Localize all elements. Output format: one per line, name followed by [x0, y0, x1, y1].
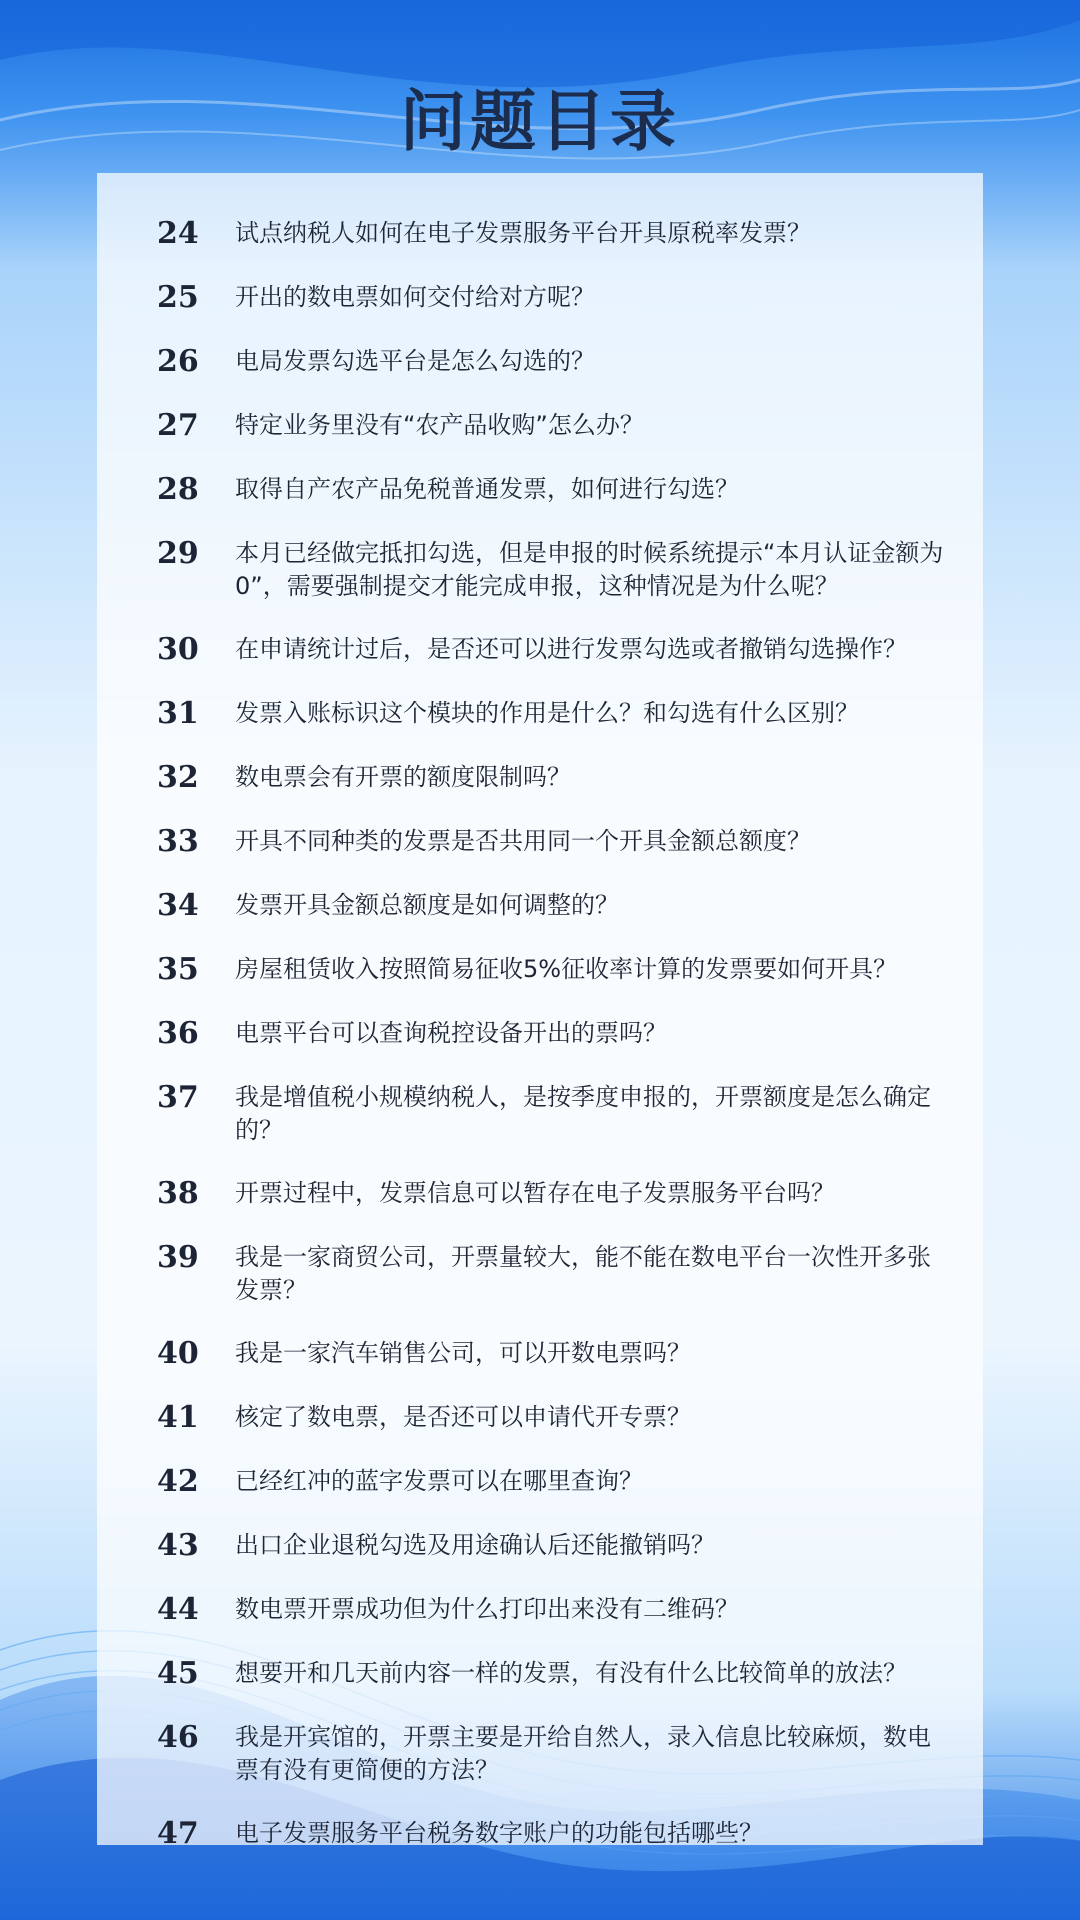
item-text: 电局发票勾选平台是怎么勾选的？: [235, 347, 595, 375]
item-text: 我是一家商贸公司，开票量较大，能不能在数电平台一次性开多张发票？: [235, 1243, 931, 1304]
list-item: [97, 1337, 983, 1371]
list-item: [97, 345, 983, 379]
item-number: 30: [157, 632, 199, 667]
list-item: [97, 1593, 983, 1627]
page-title: 问题目录: [400, 82, 680, 160]
list-item: [97, 1081, 983, 1147]
item-number: 42: [157, 1464, 199, 1499]
item-number: 27: [157, 408, 199, 443]
list-item: [97, 1721, 983, 1787]
item-text: 电票平台可以查询税控设备开出的票吗？: [235, 1019, 667, 1047]
item-number: 38: [157, 1176, 199, 1211]
item-number: 24: [157, 216, 199, 251]
question-list-panel: [97, 173, 983, 1851]
item-text: 开出的数电票如何交付给对方呢？: [235, 283, 595, 311]
item-text: 试点纳税人如何在电子发票服务平台开具原税率发票？: [235, 219, 811, 247]
list-item: [97, 1657, 983, 1691]
list-item: [97, 1529, 983, 1563]
list-item: [97, 633, 983, 667]
item-text: 特定业务里没有“农产品收购”怎么办？: [235, 411, 644, 439]
item-number: 39: [157, 1240, 199, 1275]
item-number: 33: [157, 824, 199, 859]
list-item: [97, 1817, 983, 1851]
item-text: 发票开具金额总额度是如何调整的？: [235, 891, 619, 919]
item-text: 我是增值税小规模纳税人，是按季度申报的，开票额度是怎么确定的？: [235, 1083, 931, 1144]
item-number: 26: [157, 344, 199, 379]
item-number: 43: [157, 1528, 199, 1563]
question-list: [97, 217, 983, 1881]
item-text: 我是开宾馆的，开票主要是开给自然人，录入信息比较麻烦，数电票有没有更简便的方法？: [235, 1723, 931, 1784]
item-text: 我是一家汽车销售公司，可以开数电票吗？: [235, 1339, 691, 1367]
item-number: 45: [157, 1656, 199, 1691]
list-item: [97, 473, 983, 507]
item-text: 数电票开票成功但为什么打印出来没有二维码？: [235, 1595, 739, 1623]
item-text: 在申请统计过后，是否还可以进行发票勾选或者撤销勾选操作？: [235, 635, 907, 663]
item-number: 41: [157, 1400, 199, 1435]
item-text: 房屋租赁收入按照简易征收5%征收率计算的发票要如何开具？: [235, 955, 898, 983]
list-item: [97, 1017, 983, 1051]
item-number: 46: [157, 1720, 199, 1755]
item-text: 发票入账标识这个模块的作用是什么？和勾选有什么区别？: [235, 699, 859, 727]
item-number: 28: [157, 472, 199, 507]
list-item: [97, 953, 983, 987]
item-number: 47: [157, 1816, 199, 1851]
list-item: [97, 889, 983, 923]
list-item: [97, 217, 983, 251]
item-number: 32: [157, 760, 199, 795]
list-item: [97, 537, 983, 603]
item-text: 本月已经做完抵扣勾选，但是申报的时候系统提示“本月认证金额为0”，需要强制提交才能完成申报，这种情况是为什么呢？: [235, 539, 944, 600]
list-item: [97, 697, 983, 731]
item-text: 出口企业退税勾选及用途确认后还能撤销吗？: [235, 1531, 715, 1559]
item-number: 29: [157, 536, 199, 571]
item-number: 44: [157, 1592, 199, 1627]
item-text: 开具不同种类的发票是否共用同一个开具金额总额度？: [235, 827, 811, 855]
item-number: 35: [157, 952, 199, 987]
item-number: 37: [157, 1080, 199, 1115]
list-item: [97, 281, 983, 315]
item-text: 开票过程中，发票信息可以暂存在电子发票服务平台吗？: [235, 1179, 835, 1207]
list-item: [97, 1465, 983, 1499]
list-item: [97, 825, 983, 859]
item-text: 取得自产农产品免税普通发票，如何进行勾选？: [235, 475, 739, 503]
list-item: [97, 1401, 983, 1435]
list-item: [97, 1241, 983, 1307]
item-number: 34: [157, 888, 199, 923]
item-text: 数电票会有开票的额度限制吗？: [235, 763, 571, 791]
list-item: [97, 1177, 983, 1211]
item-number: 36: [157, 1016, 199, 1051]
list-item: [97, 761, 983, 795]
item-text: 核定了数电票，是否还可以申请代开专票？: [235, 1403, 691, 1431]
list-item: [97, 409, 983, 443]
item-number: 25: [157, 280, 199, 315]
item-text: 想要开和几天前内容一样的发票，有没有什么比较简单的放法？: [235, 1659, 907, 1687]
item-number: 40: [157, 1336, 199, 1371]
item-number: 31: [157, 696, 199, 731]
item-text: 电子发票服务平台税务数字账户的功能包括哪些？: [235, 1819, 763, 1847]
item-text: 已经红冲的蓝字发票可以在哪里查询？: [235, 1467, 643, 1495]
